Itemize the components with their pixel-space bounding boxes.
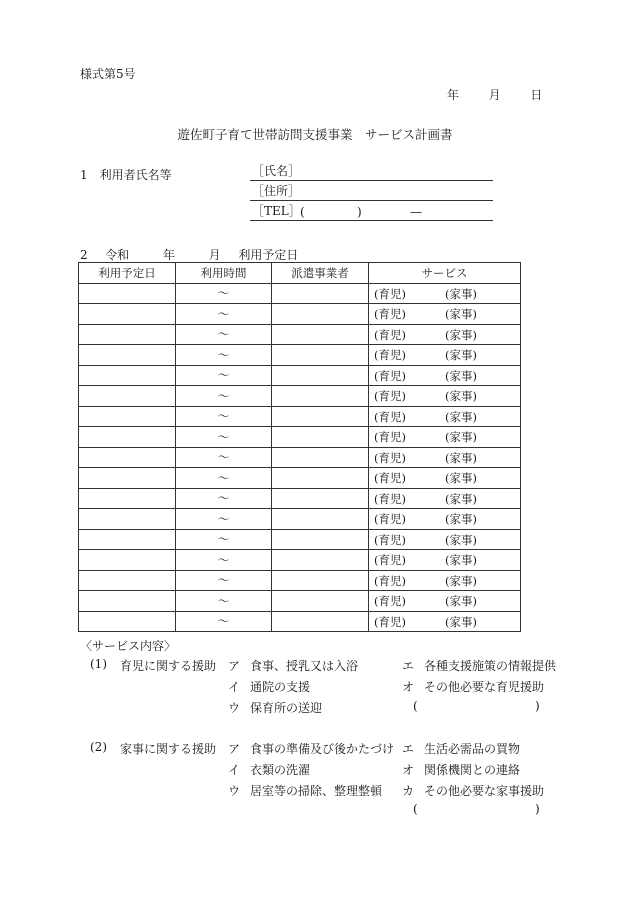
- time-cell[interactable]: [176, 324, 272, 345]
- housework-mark-o: オ: [402, 763, 415, 777]
- col-header-provider: 派遣事業者: [272, 263, 369, 284]
- service-housework-option[interactable]: (家事): [445, 348, 477, 362]
- service-childcare-option[interactable]: (育児): [374, 409, 406, 424]
- service-housework-option[interactable]: (家事): [445, 389, 477, 403]
- childcare-item-e: 各種支援施策の情報提供: [424, 659, 557, 673]
- date-cell[interactable]: [79, 611, 176, 632]
- provider-cell[interactable]: [272, 570, 369, 591]
- provider-cell[interactable]: [272, 283, 369, 304]
- housework-item-ka: その他必要な家事援助: [424, 784, 545, 798]
- service-childcare-option[interactable]: (育児): [374, 307, 406, 321]
- date-cell[interactable]: [79, 304, 176, 325]
- time-separator: ～: [217, 429, 230, 444]
- service-housework-option[interactable]: (家事): [445, 491, 477, 506]
- service-cell: [369, 591, 521, 612]
- name-field-label: ［氏名］: [252, 164, 301, 178]
- service-childcare-option[interactable]: (育児): [374, 348, 406, 362]
- date-cell[interactable]: [79, 529, 176, 550]
- table-row: [79, 427, 521, 448]
- table-row: [79, 550, 521, 571]
- date-cell[interactable]: [79, 427, 176, 448]
- provider-cell[interactable]: [272, 509, 369, 530]
- date-month: 月: [488, 88, 501, 102]
- date-cell[interactable]: [79, 283, 176, 304]
- time-cell[interactable]: [176, 550, 272, 571]
- service-childcare-option[interactable]: (育児): [374, 471, 406, 485]
- housework-mark-ka: カ: [402, 784, 415, 798]
- section2-title: 利用予定日: [238, 248, 299, 262]
- time-cell[interactable]: [176, 529, 272, 550]
- service-cell: [369, 304, 521, 325]
- provider-cell[interactable]: [272, 591, 369, 612]
- time-cell[interactable]: [176, 468, 272, 489]
- table-row: [79, 324, 521, 345]
- childcare-item-o: その他必要な育児援助: [424, 680, 545, 694]
- date-cell[interactable]: [79, 570, 176, 591]
- housework-item-e: 生活必需品の買物: [424, 742, 521, 756]
- housework-item-o: 関係機関との連絡: [424, 763, 521, 777]
- tel-paren-close: ): [357, 205, 362, 219]
- date-cell[interactable]: [79, 406, 176, 427]
- section2-year: 年: [162, 248, 175, 262]
- table-row: [79, 345, 521, 366]
- service-childcare-option[interactable]: (育児): [374, 512, 406, 526]
- service-housework-option[interactable]: (家事): [445, 286, 477, 301]
- service-cell: [369, 386, 521, 407]
- service-cell: [369, 406, 521, 427]
- housework-title: 家事に関する援助: [120, 742, 217, 756]
- service-cell: [369, 324, 521, 345]
- name-field[interactable]: [250, 162, 493, 181]
- childcare-mark-o: オ: [402, 680, 415, 694]
- service-childcare-option[interactable]: (育児): [374, 430, 406, 444]
- time-cell[interactable]: [176, 386, 272, 407]
- schedule-table: [78, 262, 521, 632]
- provider-cell[interactable]: [272, 427, 369, 448]
- housework-number: (2): [90, 740, 107, 754]
- table-row: [79, 611, 521, 632]
- time-separator: ～: [217, 306, 230, 321]
- time-cell[interactable]: [176, 447, 272, 468]
- time-separator: ～: [217, 532, 230, 547]
- service-housework-option[interactable]: (家事): [445, 327, 477, 342]
- time-separator: ～: [217, 573, 230, 588]
- provider-cell[interactable]: [272, 529, 369, 550]
- service-housework-option[interactable]: (家事): [445, 594, 477, 608]
- tel-field[interactable]: [250, 202, 493, 221]
- provider-cell[interactable]: [272, 488, 369, 509]
- table-row: [79, 529, 521, 550]
- time-separator: ～: [217, 368, 230, 383]
- time-separator: ～: [217, 511, 230, 526]
- date-cell[interactable]: [79, 468, 176, 489]
- provider-cell[interactable]: [272, 365, 369, 386]
- col-header-date: 利用予定日: [79, 263, 176, 284]
- time-separator: ～: [217, 491, 230, 506]
- table-row: [79, 570, 521, 591]
- service-childcare-option[interactable]: (育児): [374, 389, 406, 403]
- document-title: 遊佐町子育て世帯訪問支援事業 サービス計画書: [177, 127, 453, 142]
- date-cell[interactable]: [79, 488, 176, 509]
- table-header-row: [79, 263, 521, 284]
- table-row: [79, 468, 521, 489]
- service-childcare-option[interactable]: (育児): [374, 553, 406, 567]
- service-housework-option[interactable]: (家事): [445, 368, 477, 383]
- tel-field-label: ［TEL］: [252, 204, 301, 218]
- childcare-item-u: 保育所の送迎: [250, 701, 323, 715]
- time-separator: ～: [217, 327, 230, 342]
- service-childcare-option[interactable]: (育児): [374, 286, 406, 301]
- service-childcare-option[interactable]: (育児): [374, 532, 406, 547]
- time-cell[interactable]: [176, 406, 272, 427]
- time-separator: ～: [217, 614, 230, 629]
- housework-paren-close: ): [535, 802, 540, 816]
- childcare-mark-a: ア: [228, 659, 241, 673]
- date-cell[interactable]: [79, 386, 176, 407]
- schedule-body: [79, 283, 521, 632]
- col-header-service: サービス: [369, 263, 521, 284]
- time-separator: ～: [217, 409, 230, 424]
- table-row: [79, 386, 521, 407]
- tel-paren-open: (: [300, 205, 305, 219]
- service-housework-option[interactable]: (家事): [445, 409, 477, 424]
- date-cell[interactable]: [79, 591, 176, 612]
- service-childcare-option[interactable]: (育児): [374, 594, 406, 608]
- service-cell: [369, 468, 521, 489]
- time-separator: ～: [217, 552, 230, 567]
- service-housework-option[interactable]: (家事): [445, 573, 477, 588]
- housework-mark-i: イ: [228, 763, 241, 777]
- table-row: [79, 447, 521, 468]
- table-row: [79, 283, 521, 304]
- service-housework-option[interactable]: (家事): [445, 430, 477, 444]
- service-cell: [369, 365, 521, 386]
- time-cell[interactable]: [176, 591, 272, 612]
- address-field-label: ［住所］: [252, 184, 301, 198]
- childcare-number: (1): [90, 657, 107, 671]
- provider-cell[interactable]: [272, 324, 369, 345]
- service-childcare-option[interactable]: (育児): [374, 327, 406, 342]
- service-cell: [369, 570, 521, 591]
- service-cell: [369, 345, 521, 366]
- section2-month: 月: [208, 248, 221, 262]
- time-separator: ～: [217, 388, 230, 403]
- housework-item-a: 食事の準備及び後かたづけ: [250, 742, 395, 756]
- table-row: [79, 509, 521, 530]
- housework-mark-u: ウ: [228, 784, 241, 798]
- section1-label: 1 利用者氏名等: [80, 168, 172, 182]
- time-cell[interactable]: [176, 283, 272, 304]
- time-cell[interactable]: [176, 570, 272, 591]
- time-cell[interactable]: [176, 488, 272, 509]
- childcare-item-i: 通院の支援: [250, 680, 311, 694]
- section2-label: [80, 246, 298, 263]
- section2-era: 令和: [105, 248, 130, 262]
- service-cell: [369, 529, 521, 550]
- childcare-mark-e: エ: [402, 659, 415, 673]
- provider-cell[interactable]: [272, 304, 369, 325]
- childcare-paren-close: ): [535, 699, 540, 713]
- time-separator: ～: [217, 593, 230, 608]
- service-housework-option[interactable]: (家事): [445, 307, 477, 321]
- time-separator: ～: [217, 470, 230, 485]
- housework-item-i: 衣類の洗濯: [250, 763, 311, 777]
- time-cell[interactable]: [176, 427, 272, 448]
- tel-dash: —: [410, 205, 422, 219]
- childcare-title: 育児に関する援助: [120, 659, 217, 673]
- service-cell: [369, 509, 521, 530]
- provider-cell[interactable]: [272, 550, 369, 571]
- childcare-paren-open: (: [413, 699, 418, 713]
- table-row: [79, 591, 521, 612]
- service-childcare-option[interactable]: (育児): [374, 368, 406, 383]
- housework-paren-open: (: [413, 802, 418, 816]
- service-childcare-option[interactable]: (育児): [374, 450, 406, 465]
- col-header-time: 利用時間: [176, 263, 272, 284]
- service-cell: [369, 488, 521, 509]
- form-number: 様式第5号: [80, 67, 136, 81]
- time-separator: ～: [217, 347, 230, 362]
- housework-item-u: 居室等の掃除、整理整頓: [250, 784, 383, 798]
- provider-cell[interactable]: [272, 611, 369, 632]
- service-cell: [369, 550, 521, 571]
- date-cell[interactable]: [79, 550, 176, 571]
- service-housework-option[interactable]: (家事): [445, 553, 477, 567]
- date-year: 年: [447, 88, 460, 102]
- date-cell[interactable]: [79, 447, 176, 468]
- service-cell: [369, 427, 521, 448]
- table-row: [79, 488, 521, 509]
- time-separator: ～: [217, 450, 230, 465]
- housework-mark-e: エ: [402, 742, 415, 756]
- service-housework-option[interactable]: (家事): [445, 471, 477, 485]
- service-housework-option[interactable]: (家事): [445, 512, 477, 526]
- service-childcare-option[interactable]: (育児): [374, 491, 406, 506]
- time-cell[interactable]: [176, 509, 272, 530]
- date-cell[interactable]: [79, 365, 176, 386]
- address-field[interactable]: [250, 182, 493, 201]
- childcare-item-a: 食事、授乳又は入浴: [250, 659, 359, 673]
- service-childcare-option[interactable]: (育児): [374, 614, 406, 629]
- date-cell[interactable]: [79, 509, 176, 530]
- table-row: [79, 365, 521, 386]
- service-cell: [369, 447, 521, 468]
- service-contents-heading: 〈サービス内容〉: [80, 639, 177, 653]
- section2-number: 2: [80, 248, 88, 262]
- service-cell: [369, 283, 521, 304]
- provider-cell[interactable]: [272, 345, 369, 366]
- service-childcare-option[interactable]: (育児): [374, 573, 406, 588]
- service-housework-option[interactable]: (家事): [445, 532, 477, 547]
- time-cell[interactable]: [176, 345, 272, 366]
- service-housework-option[interactable]: (家事): [445, 614, 477, 629]
- service-housework-option[interactable]: (家事): [445, 450, 477, 465]
- date-cell[interactable]: [79, 324, 176, 345]
- time-separator: ～: [217, 286, 230, 301]
- provider-cell[interactable]: [272, 406, 369, 427]
- date-cell[interactable]: [79, 345, 176, 366]
- date-line: [447, 86, 542, 103]
- provider-cell[interactable]: [272, 447, 369, 468]
- childcare-mark-u: ウ: [228, 701, 241, 715]
- table-row: [79, 406, 521, 427]
- time-cell[interactable]: [176, 365, 272, 386]
- time-cell[interactable]: [176, 611, 272, 632]
- date-day: 日: [530, 88, 543, 102]
- provider-cell[interactable]: [272, 386, 369, 407]
- time-cell[interactable]: [176, 304, 272, 325]
- service-cell: [369, 611, 521, 632]
- childcare-mark-i: イ: [228, 680, 241, 694]
- housework-mark-a: ア: [228, 742, 241, 756]
- provider-cell[interactable]: [272, 468, 369, 489]
- table-row: [79, 304, 521, 325]
